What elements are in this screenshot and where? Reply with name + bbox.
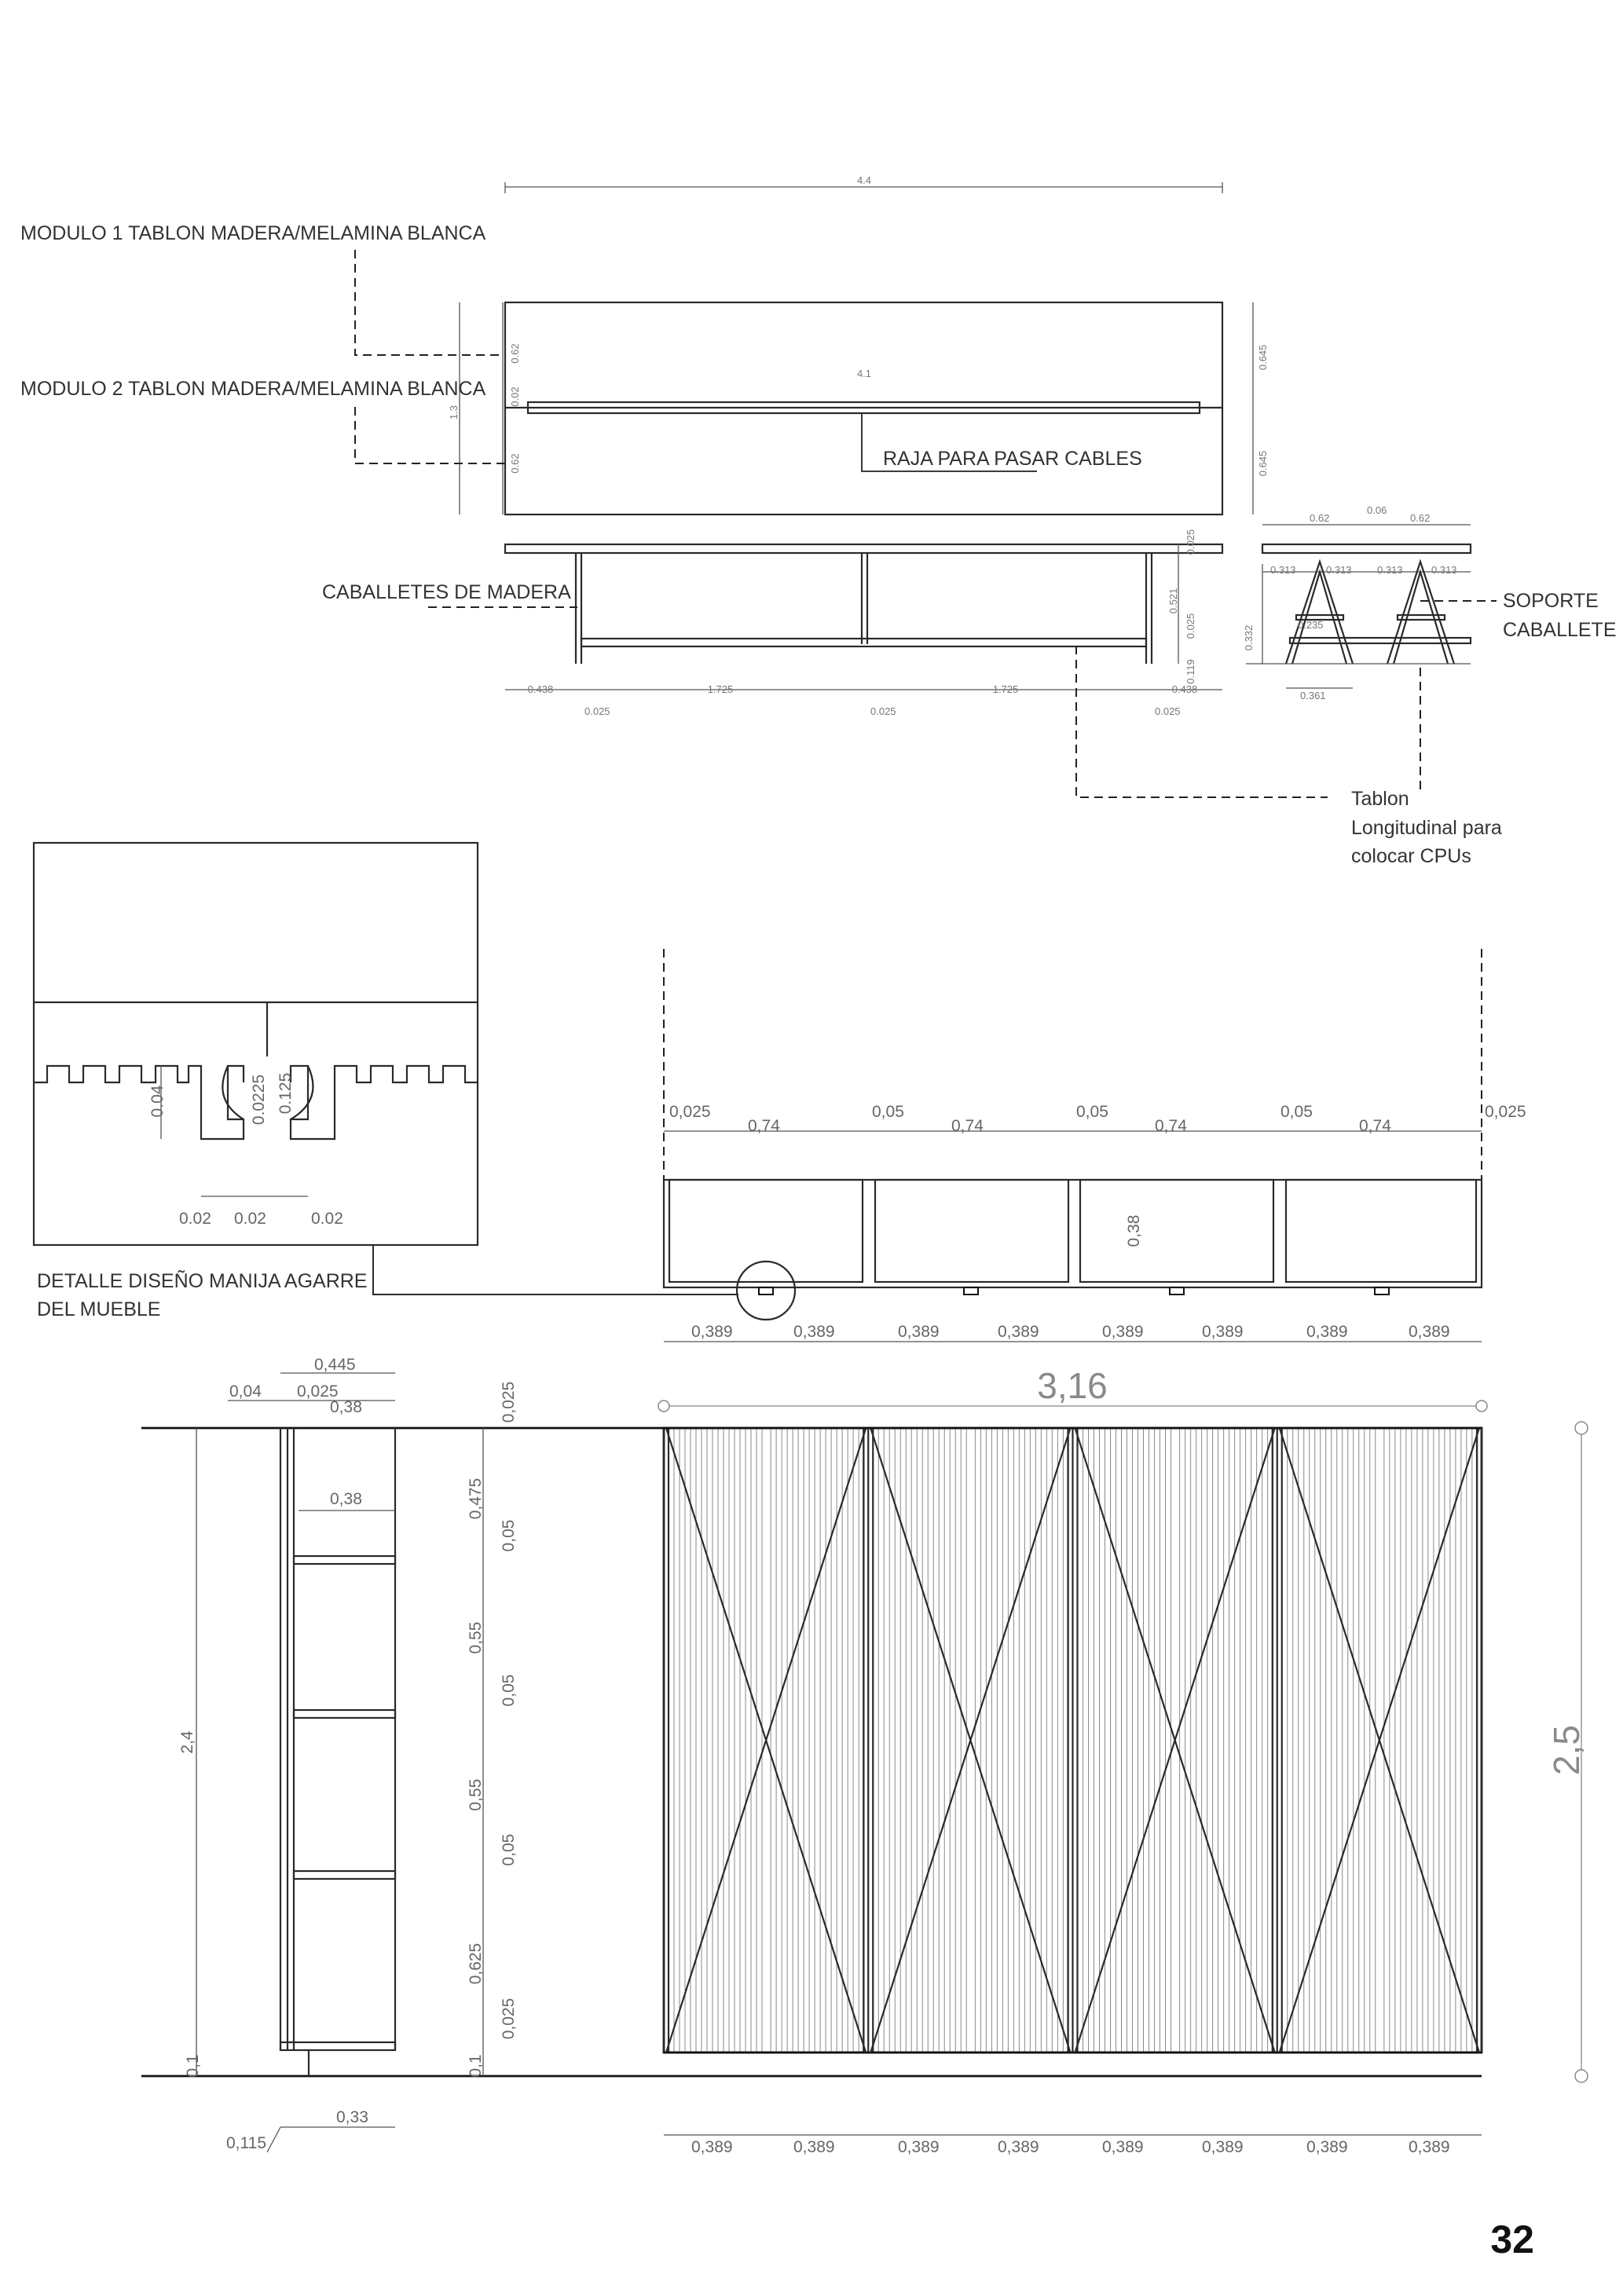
label-soporte-1: SOPORTE: [1503, 590, 1599, 612]
dim-trestle-1: 0.62: [1310, 512, 1330, 524]
page-number: 32: [1490, 2217, 1534, 2261]
dim-plan-door-8: 0,389: [1409, 1323, 1450, 1341]
dim-plan-door-2: 0,389: [793, 1323, 835, 1341]
dim-sec-panel: 0,025: [297, 1382, 339, 1401]
dim-plan-door-3: 0,389: [898, 1323, 940, 1341]
label-modulo-1: MODULO 1 TABLON MADERA/MELAMINA BLANCA: [20, 222, 486, 244]
dim-elev-2: 1.725: [707, 683, 734, 695]
dim-plan-door-7: 0,389: [1306, 1323, 1348, 1341]
label-caballetes: CABALLETES DE MADERA: [322, 581, 571, 603]
label-soporte-2: CABALLETE: [1503, 619, 1617, 641]
opening-mark-right: [1175, 1428, 1275, 2052]
dim-sec-inner: 0,38: [330, 1398, 362, 1416]
dim-sec-v9: 0,025: [500, 1998, 518, 2040]
dim-left-bot: 0.62: [509, 453, 521, 474]
dim-plan-edge-r: 0,025: [1485, 1103, 1526, 1121]
label-tablon-3: colocar CPUs: [1351, 845, 1471, 867]
dim-trestle-5: 0.313: [1326, 564, 1352, 576]
dim-sec-v10: 0,1: [467, 2054, 485, 2078]
table-elevation-view: [322, 529, 1328, 797]
dim-leg-3: 0.025: [1155, 705, 1181, 717]
cabinet-elevation-view: [658, 1365, 1588, 2156]
dim-handle-depth: 0.04: [148, 1085, 167, 1118]
dim-sec-plinth: 0,1: [184, 2054, 202, 2078]
dim-plan-gap-2: 0,05: [1076, 1103, 1108, 1121]
label-detalle-1: DETALLE DISEÑO MANIJA AGARRE: [37, 1270, 368, 1292]
dim-plan-door-5: 0,389: [1102, 1323, 1144, 1341]
handle-marks: [759, 1287, 1389, 1294]
dim-trestle-inner: 0.235: [1298, 619, 1324, 631]
dim-elev-door-1: 0,389: [691, 2138, 733, 2156]
dim-elev-door-8: 0,389: [1409, 2138, 1450, 2156]
dim-elev-low: 0.119: [1185, 659, 1196, 684]
dim-sec-total: 0,445: [314, 1356, 356, 1374]
dim-plan-gap-1: 0,05: [872, 1103, 904, 1121]
dim-elev-height: 2,5: [1546, 1725, 1587, 1775]
dim-sec-base-offset: 0,115: [226, 2134, 266, 2152]
dim-left-top: 0.62: [509, 343, 521, 364]
dim-plan-door-4: 0,389: [998, 1323, 1039, 1341]
dim-plan-edge-l: 0,025: [669, 1103, 711, 1121]
dim-elev-door-7: 0,389: [1306, 2138, 1348, 2156]
trestle-side-view: [1243, 504, 1617, 867]
dim-elev-door-5: 0,389: [1102, 2138, 1144, 2156]
dim-trestle-4: 0.313: [1270, 564, 1296, 576]
dim-leg-2: 0.025: [870, 705, 896, 717]
dim-right-top: 0.645: [1257, 344, 1269, 371]
dim-slot-length: 4.1: [856, 368, 872, 379]
label-tablon-1: Tablon: [1351, 788, 1409, 810]
dim-sec-back: 0,04: [229, 1382, 262, 1401]
detail-callout-circle: [737, 1262, 795, 1320]
dim-plan-mod-1: 0,74: [748, 1117, 780, 1135]
dim-elev-3: 1.725: [992, 683, 1019, 695]
dim-elev-door-2: 0,389: [793, 2138, 835, 2156]
dim-left-mid: 0.02: [509, 386, 521, 407]
label-tablon-2: Longitudinal para: [1351, 817, 1502, 839]
dim-trestle-3: 0.62: [1410, 512, 1431, 524]
dim-elev-1: 0.438: [527, 683, 554, 695]
table-plan-view: [20, 174, 1269, 514]
dim-elev-leg: 0.521: [1167, 588, 1179, 614]
dim-handle-b1: 0.02: [179, 1210, 211, 1228]
dim-sec-v3: 0,05: [500, 1519, 518, 1552]
dim-trestle-6: 0.313: [1377, 564, 1403, 576]
dim-elev-door-3: 0,389: [898, 2138, 940, 2156]
dim-elev-door-4: 0,389: [998, 2138, 1039, 2156]
dim-sec-v7: 0,05: [500, 1833, 518, 1866]
dim-total-width: 4.4: [856, 174, 872, 186]
dim-handle-b2: 0.02: [234, 1210, 266, 1228]
dim-sec-v2: 0,475: [467, 1478, 485, 1520]
dim-depth: 1.3: [448, 405, 460, 420]
dim-sec-v6: 0,55: [467, 1778, 485, 1811]
dim-plan-depth: 0,38: [1125, 1214, 1143, 1247]
dim-plan-door-6: 0,389: [1202, 1323, 1244, 1341]
opening-mark-right: [766, 1428, 866, 2052]
dim-handle-height: 0.125: [277, 1072, 295, 1115]
dim-plan-mod-3: 0,74: [1155, 1117, 1187, 1135]
cabinet-plan-view: [664, 949, 1526, 1342]
dim-trestle-2: 0.06: [1367, 504, 1387, 516]
dim-leg-1: 0.025: [584, 705, 610, 717]
dim-sec-shelf: 0,38: [330, 1490, 362, 1508]
dim-sec-v5: 0,05: [500, 1674, 518, 1707]
dim-elev-top: 0.025: [1185, 529, 1196, 555]
dim-sec-height: 2,4: [178, 1730, 196, 1754]
dim-handle-gap: 0.0225: [250, 1074, 268, 1126]
dim-sec-v8: 0,625: [467, 1943, 485, 1985]
dim-handle-b3: 0.02: [311, 1210, 343, 1228]
dim-plan-mod-4: 0,74: [1359, 1117, 1391, 1135]
dim-plan-door-1: 0,389: [691, 1323, 733, 1341]
dim-sec-base-width: 0,33: [336, 2108, 368, 2126]
cabinet-section-view: [141, 1356, 1482, 2152]
dim-elev-mid: 0.025: [1185, 613, 1196, 639]
label-raja: RAJA PARA PASAR CABLES: [883, 448, 1142, 470]
dim-trestle-height: 0.332: [1243, 624, 1255, 651]
dim-sec-v4: 0,55: [467, 1621, 485, 1654]
dim-elev-width: 3,16: [1037, 1365, 1108, 1406]
label-modulo-2: MODULO 2 TABLON MADERA/MELAMINA BLANCA: [20, 378, 486, 400]
dim-elev-door-6: 0,389: [1202, 2138, 1244, 2156]
opening-mark-right: [970, 1428, 1070, 2052]
opening-mark-right: [1379, 1428, 1479, 2052]
dim-sec-v1: 0,025: [500, 1381, 518, 1423]
dim-trestle-7: 0.313: [1431, 564, 1457, 576]
dim-elev-4: 0.438: [1171, 683, 1198, 695]
dim-right-bot: 0.645: [1257, 450, 1269, 477]
dim-trestle-base: 0.361: [1300, 690, 1326, 701]
dim-plan-mod-2: 0,74: [951, 1117, 984, 1135]
dim-plan-gap-3: 0,05: [1280, 1103, 1313, 1121]
label-detalle-2: DEL MUEBLE: [37, 1298, 161, 1320]
handle-detail-view: [34, 843, 738, 1320]
